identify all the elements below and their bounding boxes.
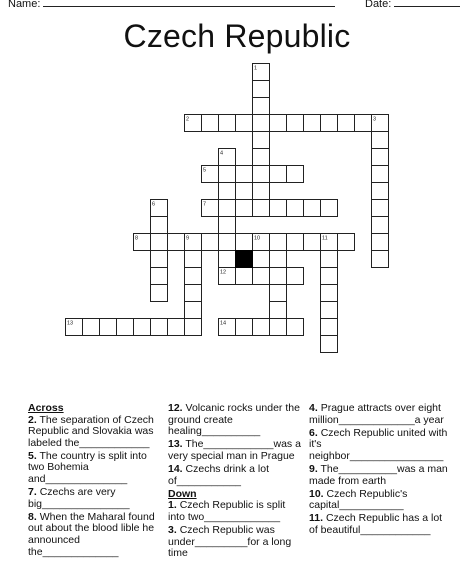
crossword-cell[interactable] — [338, 115, 355, 132]
crossword-cell[interactable] — [321, 251, 338, 268]
crossword-cell[interactable] — [321, 319, 338, 336]
crossword-cell[interactable] — [253, 268, 270, 285]
crossword-cell[interactable] — [321, 200, 338, 217]
clue-number: 7 — [203, 201, 207, 208]
clue-number: 8 — [135, 235, 139, 242]
crossword-cell[interactable] — [253, 319, 270, 336]
crossword-cell[interactable] — [100, 319, 117, 336]
crossword-cell[interactable] — [253, 149, 270, 166]
crossword-cell[interactable] — [151, 285, 168, 302]
clue-across-7: 7. Czechs are very big_______________ — [28, 486, 130, 510]
crossword-cell[interactable] — [236, 234, 253, 251]
clue-down-4: 4. Prague attracts over eight million_____________a year — [309, 402, 444, 426]
crossword-cell[interactable] — [355, 115, 372, 132]
crossword-cell[interactable] — [202, 234, 219, 251]
crossword-cell[interactable] — [83, 319, 100, 336]
black-cell — [236, 251, 253, 268]
clue-number: 2 — [186, 116, 190, 123]
crossword-cell[interactable] — [372, 149, 389, 166]
crossword-cell[interactable] — [185, 302, 202, 319]
clue-across-8: 8. When the Maharal found out about the blood lible he announced the_____________ — [28, 510, 155, 558]
crossword-cell[interactable] — [321, 115, 338, 132]
date-label: Date: — [365, 0, 392, 10]
crossword-cell[interactable] — [321, 302, 338, 319]
crossword-cell[interactable] — [253, 81, 270, 98]
clue-down-10: 10. Czech Republic's capital___________ — [309, 487, 408, 512]
clue-number: 1 — [254, 65, 258, 72]
crossword-cell[interactable] — [219, 234, 236, 251]
crossword-cell[interactable] — [287, 268, 304, 285]
crossword-cell[interactable] — [253, 200, 270, 217]
crossword-cell[interactable] — [372, 166, 389, 183]
crossword-cell[interactable] — [236, 115, 253, 132]
crossword-cell[interactable] — [236, 319, 253, 336]
across-heading: Across — [28, 402, 64, 414]
crossword-cell[interactable] — [151, 251, 168, 268]
crossword-cell[interactable] — [151, 217, 168, 234]
crossword-cell[interactable] — [151, 268, 168, 285]
crossword-cell[interactable] — [270, 234, 287, 251]
crossword-cell[interactable] — [219, 166, 236, 183]
across-clues-col2 — [168, 403, 302, 561]
crossword-cell[interactable] — [270, 251, 287, 268]
crossword-cell[interactable] — [270, 115, 287, 132]
crossword-cell[interactable] — [304, 115, 321, 132]
crossword-cell[interactable] — [372, 217, 389, 234]
clue-down-1: 1. Czech Republic is split into two_____________ — [168, 499, 286, 523]
crossword-cell[interactable] — [236, 200, 253, 217]
crossword-cell[interactable] — [236, 268, 253, 285]
clue-down-11: 11. Czech Republic has a lot of beautiful____________ — [309, 512, 443, 536]
crossword-cell[interactable] — [151, 319, 168, 336]
crossword-cell[interactable] — [372, 200, 389, 217]
crossword-cell[interactable] — [151, 234, 168, 251]
clue-number: 5 — [203, 167, 207, 174]
crossword-cell[interactable] — [185, 285, 202, 302]
clue-across-12: 12. Volcanic rocks under the ground create healing__________ — [168, 402, 300, 438]
crossword-cell[interactable] — [372, 183, 389, 200]
crossword-cell[interactable] — [270, 285, 287, 302]
crossword-cell[interactable] — [304, 200, 321, 217]
crossword-cell[interactable] — [304, 234, 321, 251]
clue-number: 14 — [220, 320, 227, 327]
crossword-cell[interactable] — [219, 115, 236, 132]
crossword-cell[interactable] — [270, 302, 287, 319]
crossword-cell[interactable] — [287, 115, 304, 132]
crossword-cell[interactable] — [372, 251, 389, 268]
clue-number: 11 — [322, 235, 328, 242]
clue-number: 13 — [67, 320, 74, 327]
crossword-cell[interactable] — [253, 132, 270, 149]
crossword-cell[interactable] — [219, 183, 236, 200]
crossword-cell[interactable] — [270, 319, 287, 336]
crossword-cell[interactable] — [253, 115, 270, 132]
clue-number: 4 — [220, 150, 224, 157]
crossword-cell[interactable] — [321, 336, 338, 353]
clue-number: 10 — [254, 235, 261, 242]
crossword-cell[interactable] — [219, 251, 236, 268]
clue-number: 9 — [186, 235, 190, 242]
crossword-cell[interactable] — [287, 234, 304, 251]
crossword-cell[interactable] — [236, 166, 253, 183]
clue-across-14: 14. Czechs drink a lot of___________ — [168, 462, 269, 487]
clue-down-6: 6. Czech Republic united with it's neighbor________________ — [309, 426, 448, 462]
clue-number: 3 — [373, 116, 377, 123]
crossword-cell[interactable] — [202, 115, 219, 132]
clue-number: 6 — [152, 201, 156, 208]
clue-across-5: 5. The country is split into two Bohemia and______________ — [28, 449, 147, 486]
crossword-cell[interactable] — [287, 200, 304, 217]
crossword-cell[interactable] — [219, 200, 236, 217]
crossword-cell[interactable] — [270, 166, 287, 183]
crossword-cell[interactable] — [338, 234, 355, 251]
crossword-cell[interactable] — [253, 183, 270, 200]
crossword-cell[interactable] — [321, 268, 338, 285]
across-clues-col1 — [28, 403, 160, 560]
down-heading: Down — [168, 487, 197, 500]
crossword-cell[interactable] — [287, 166, 304, 183]
clue-across-13: 13. The____________was a very special man in Prague — [168, 438, 301, 462]
clue-down-9: 9. The__________was a man made from earth — [309, 462, 448, 487]
clue-across-2: 2. The separation of Czech Republic and Slovakia was labeled the____________ — [28, 413, 154, 449]
crossword-cell[interactable] — [185, 251, 202, 268]
crossword-cell[interactable] — [270, 268, 287, 285]
crossword-cell[interactable] — [168, 319, 185, 336]
crossword-cell[interactable] — [253, 166, 270, 183]
crossword-cell[interactable] — [253, 98, 270, 115]
crossword-cell[interactable] — [321, 285, 338, 302]
crossword-cell[interactable] — [185, 319, 202, 336]
crossword-cell[interactable] — [372, 234, 389, 251]
down-clues-col3 — [309, 403, 449, 538]
name-label: Name: — [8, 0, 41, 10]
clue-number: 12 — [220, 269, 227, 276]
crossword-cell[interactable] — [219, 217, 236, 234]
crossword-cell[interactable] — [287, 319, 304, 336]
crossword-cell[interactable] — [270, 200, 287, 217]
crossword-cell[interactable] — [168, 234, 185, 251]
crossword-cell[interactable] — [117, 319, 134, 336]
crossword-cell[interactable] — [185, 268, 202, 285]
page-title: Czech Republic — [123, 18, 351, 54]
clue-down-3: 3. Czech Republic was under_________for a long time — [168, 523, 292, 560]
crossword-cell[interactable] — [134, 319, 151, 336]
crossword-cell[interactable] — [372, 132, 389, 149]
